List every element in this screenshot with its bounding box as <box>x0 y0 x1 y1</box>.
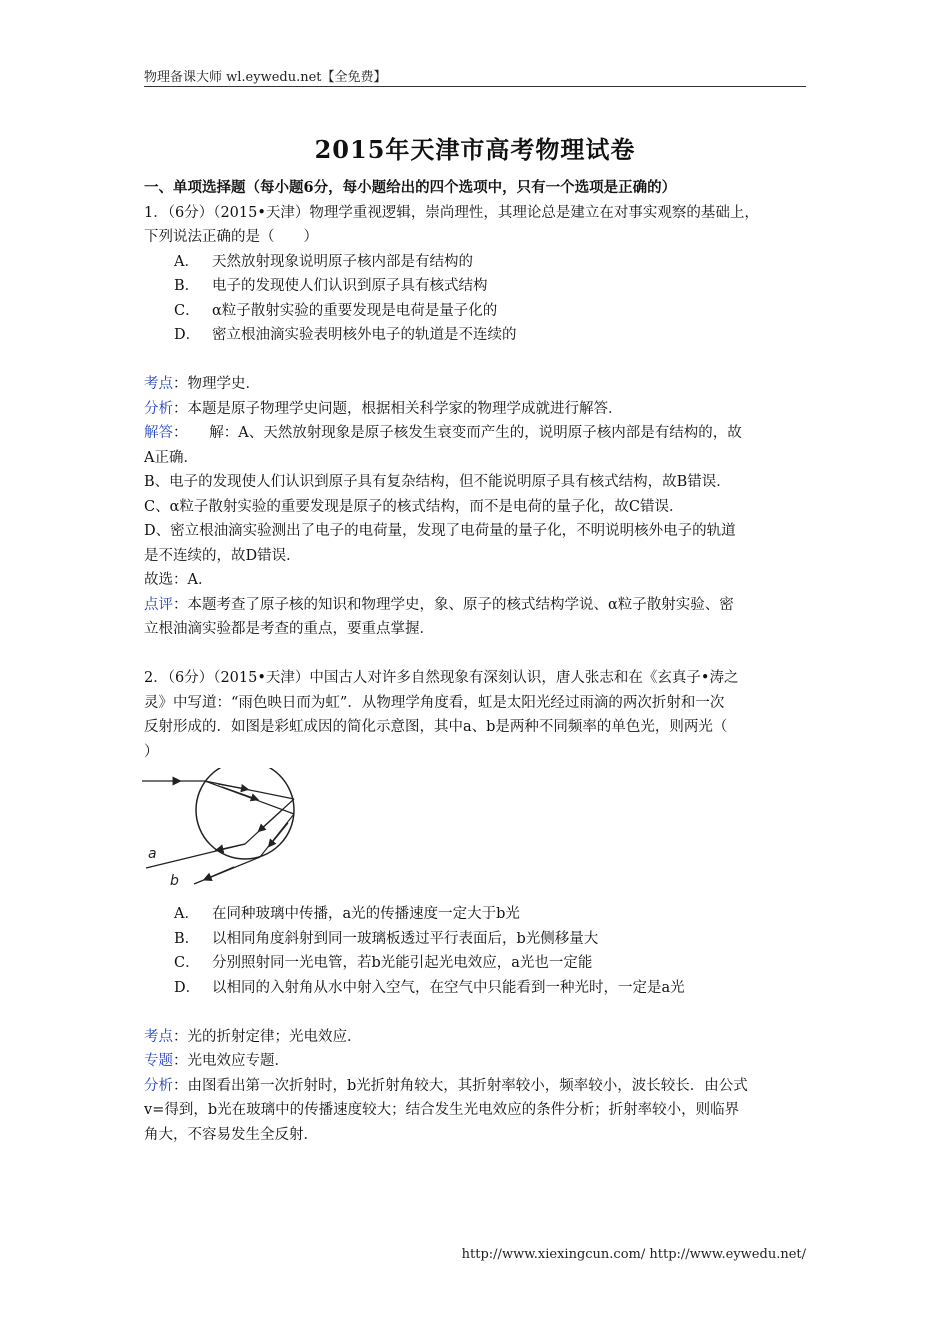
q1-stem-line-1: 1．（6分）（2015•天津）物理学重视逻辑，崇尚理性，其理论总是建立在对事实观察的基础上， <box>144 204 759 221</box>
q2-option-c <box>144 951 806 976</box>
q1-jieda-line-2: A正确． <box>144 449 198 466</box>
q1-option-c <box>144 299 806 324</box>
label-b: b <box>170 873 179 889</box>
q1-answer: 故选：A． <box>144 572 213 588</box>
dianping-label: 点评 <box>144 596 173 613</box>
spacer <box>144 1000 806 1025</box>
zhuanti-text: ：光电效应专题． <box>173 1053 289 1069</box>
page-header: 物理备课大师 wl.eywedu.net【全免费】 <box>144 70 387 85</box>
page-title: 2015年天津市高考物理试卷 <box>314 135 636 164</box>
fenxi-label: 分析 <box>144 1077 173 1094</box>
question-2 <box>144 666 806 1147</box>
q1-jieda-line-5: D、密立根油滴实验测出了电子的电荷量，发现了电荷量的量子化，不明说明核外电子的轨道 <box>144 523 736 539</box>
q2-stem-line-4: ） <box>144 743 159 760</box>
refracted-ray-2 <box>205 781 294 814</box>
question-1 <box>144 201 806 642</box>
q2-option-d <box>144 976 806 1001</box>
kaodian-text: ：光的折射定律；光电效应． <box>173 1028 362 1045</box>
option-text: 天然放射现象说明原子核内部是有结构的 <box>212 253 473 270</box>
inner-arrow-2 <box>222 787 256 799</box>
option-letter: C． <box>174 302 200 319</box>
section-heading: 一、单项选择题（每小题6分，每小题给出的四个选项中，只有一个选项是正确的） <box>144 179 677 196</box>
q1-option-b <box>144 274 806 299</box>
q2-zhuanti <box>144 1049 806 1074</box>
page-footer: http://www.xiexingcun.com/ http://www.eywedu.net/ <box>461 1247 806 1262</box>
option-text: 以相同角度斜射到同一玻璃板透过平行表面后，b光侧移量大 <box>212 930 599 947</box>
option-text: 密立根油滴实验表明核外电子的轨道是不连续的 <box>212 327 517 343</box>
q2-stem-line-1: 2．（6分）（2015•天津）中国古人对许多自然现象有深刻认识，唐人张志和在《玄真子•涛之 <box>144 670 739 686</box>
option-text: 电子的发现使人们认识到原子具有核式结构 <box>212 278 488 294</box>
header-divider <box>144 86 806 87</box>
option-text: 在同种玻璃中传播，a光的传播速度一定大于b光 <box>212 906 520 922</box>
rainbow-diagram <box>142 768 312 890</box>
q2-stem-line-2: 灵》中写道：“雨色映日而为虹”．从物理学角度看，虹是太阳光经过雨滴的两次折射和一次 <box>144 694 725 711</box>
exit-ray-a-arrow <box>218 844 245 850</box>
q1-option-a <box>144 250 806 275</box>
spacer <box>144 348 806 373</box>
exit-ray-b-arrow <box>206 867 234 879</box>
fenxi-label: 分析 <box>144 400 173 417</box>
q2-fenxi-line-3: 角大，不容易发生全反射． <box>144 1126 318 1143</box>
document-body <box>144 176 806 1147</box>
inner-arrow-3 <box>260 810 282 830</box>
q1-jieda-line-1 <box>144 421 806 446</box>
option-text: 以相同的入射角从水中射入空气，在空气中只能看到一种光时，一定是a光 <box>212 979 685 996</box>
zhuanti-label: 专题 <box>144 1053 173 1069</box>
option-letter: B． <box>174 930 200 947</box>
q1-jieda-line-6: 是不连续的，故D错误． <box>144 547 301 564</box>
option-text: 分别照射同一光电管，若b光能引起光电效应，a光也一定能 <box>212 955 593 971</box>
q1-jieda-line-3: B、电子的发现使人们认识到原子具有复杂结构，但不能说明原子具有核式结构，故B错误． <box>144 474 731 490</box>
dianping-text: ：本题考查了原子核的知识和物理学史，象、原子的核式结构学说、α粒子散射实验、密 <box>173 596 734 613</box>
rainbow-svg <box>142 768 312 890</box>
q1-dianping-line-1 <box>144 593 806 618</box>
kaodian-text: ：物理学史． <box>173 376 260 392</box>
spacer <box>144 642 806 667</box>
option-letter: D． <box>174 979 201 996</box>
jieda-text: ： 解：A、天然放射现象是原子核发生衰变而产生的，说明原子核内部是有结构的，故 <box>173 425 742 441</box>
option-letter: B． <box>174 278 200 294</box>
inner-arrow-4 <box>270 823 288 845</box>
kaodian-label: 考点 <box>144 376 173 392</box>
fenxi-text: ：由图看出第一次折射时，b光折射角较大，其折射率较小，频率较小，波长较长．由公式 <box>173 1077 748 1094</box>
q1-stem-line-2: 下列说法正确的是（ ） <box>144 229 318 245</box>
option-letter: D． <box>174 327 201 343</box>
option-letter: C． <box>174 955 200 971</box>
q2-stem-line-3: 反射形成的．如图是彩虹成因的简化示意图，其中a、b是两种不同频率的单色光，则两光（ <box>144 719 728 735</box>
q2-fenxi-line-1 <box>144 1074 806 1099</box>
q1-fenxi <box>144 397 806 422</box>
q1-kaodian <box>144 372 806 397</box>
q1-jieda-line-4: C、α粒子散射实验的重要发现是原子的核式结构，而不是电荷的量子化，故C错误． <box>144 498 684 515</box>
q2-fenxi-line-2: v=得到，b光在玻璃中的传播速度较大；结合发生光电效应的条件分析；折射率较小，则临界 <box>144 1102 740 1118</box>
q2-option-b <box>144 927 806 952</box>
option-letter: A． <box>174 906 199 922</box>
label-a: a <box>148 846 157 862</box>
jieda-label: 解答 <box>144 425 173 441</box>
q2-option-a <box>144 902 806 927</box>
q1-option-d <box>144 323 806 348</box>
fenxi-text: ：本题是原子物理学史问题，根据相关科学家的物理学成就进行解答． <box>173 400 623 417</box>
option-text: α粒子散射实验的重要发现是电荷是量子化的 <box>212 302 498 319</box>
q2-kaodian <box>144 1025 806 1050</box>
option-letter: A． <box>174 253 199 270</box>
kaodian-label: 考点 <box>144 1028 173 1045</box>
q1-dianping-line-2: 立根油滴实验都是考查的重点，要重点掌握． <box>144 621 434 637</box>
